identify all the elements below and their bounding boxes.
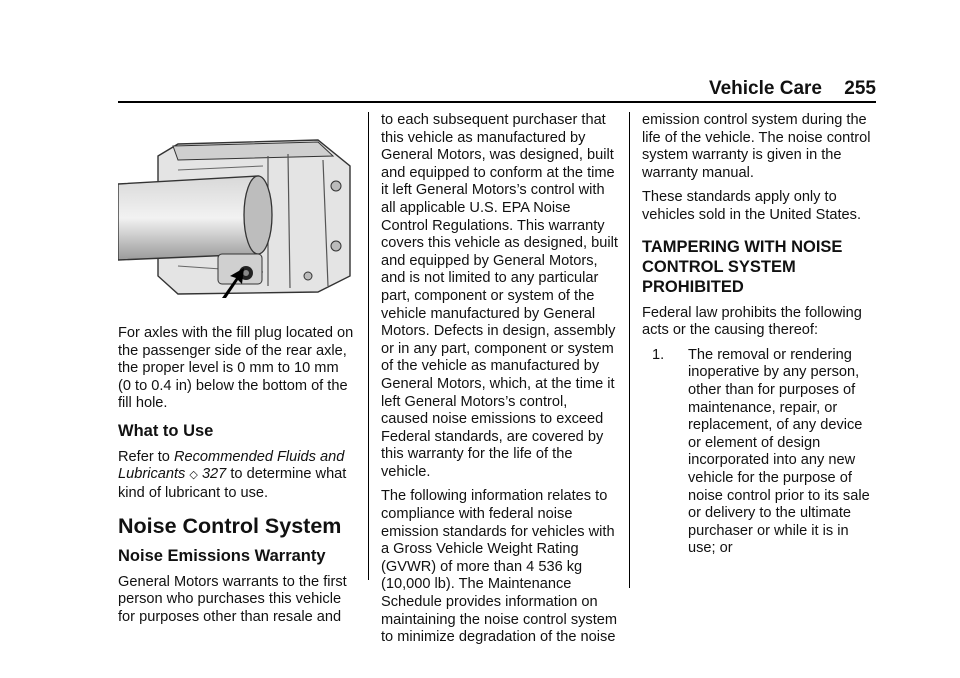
refer-page[interactable]: 327: [201, 466, 227, 483]
refer-suffix: to determine what kind of lubricant to use.: [118, 466, 347, 501]
list-text: The removal or rendering inoperative by any person, other than for purposes of maintenance, repair, or replacement, of any device or element of design incorporated into any new vehicle for the purpose of noise control prior to its sale or delivery to the ultimate purchaser or while it is in use; or: [688, 346, 870, 557]
axle-illustration-svg: [118, 126, 355, 298]
what-to-use-heading: What to Use: [118, 421, 214, 440]
column-right: [642, 112, 879, 558]
page-number: 255: [844, 78, 876, 99]
standards-paragraph: These standards apply only to vehicles sold in the United States.: [642, 189, 862, 223]
axle-fill-plug-illustration: [118, 126, 355, 298]
column-middle: [381, 112, 618, 654]
column-divider: [368, 112, 369, 580]
column-left: [118, 112, 355, 633]
warranty-continued-paragraph: to each subsequent purchaser that this vehicle as manufactured by General Motors, was designed, built and equipped to conform at the time it left General Motors’s control with all applicable U.S. EPA Noise Control Regulations. This warranty covers this vehicle as designed, built and equipped by General Motors, and is not limited to any particular part, component or system of the vehicle manufactured by General Motors. Defects in design, assembly or in any part, component or system of the vehicle as manufactured by General Motors, which, at the time it left General Motors’s control, caused noise emissions to exceed Federal standards, are covered by this warranty for the life of the vehicle.: [381, 112, 618, 480]
list-number: 1.: [652, 346, 665, 363]
tampering-heading: TAMPERING WITH NOISE CONTROL SYSTEM PROHIBITED: [642, 237, 843, 296]
compliance-paragraph: The following information relates to compliance with federal noise emission standards for vehicles with a Gross Vehicle Weight Rating (GVWR) of more than 4 536 kg (10,000 lb). The Maintenance Schedule provides information on maintaining the noise control system to minimize degradation of the noise: [381, 488, 618, 646]
page-ref-icon: ◇: [189, 469, 198, 482]
page-header: [0, 0, 960, 110]
warranty-heading: Noise Emissions Warranty: [118, 546, 326, 565]
noise-control-heading: Noise Control System: [118, 514, 342, 539]
prohibited-acts-paragraph: Federal law prohibits the following acts or the causing thereof:: [642, 304, 862, 339]
section-title: Vehicle Care: [708, 78, 822, 99]
column-divider: [629, 112, 630, 588]
warranty-paragraph: General Motors warrants to the first person who purchases this vehicle for purposes other than resale and: [118, 573, 347, 625]
refer-paragraph: [118, 449, 355, 503]
header-rule: [118, 101, 876, 103]
figure-caption: For axles with the fill plug located on the passenger side of the rear axle, the proper level is 0 mm to 10 mm (0 to 0.4 in) below the bottom of the fill hole.: [118, 325, 354, 412]
noise-control-continued-paragraph: emission control system during the life of the vehicle. The noise control system warranty is given in the warranty manual.: [642, 112, 871, 181]
refer-link[interactable]: Recommended Fluids and Lubricants: [118, 448, 345, 483]
list-item: [642, 347, 879, 558]
refer-prefix: Refer to: [118, 448, 174, 465]
